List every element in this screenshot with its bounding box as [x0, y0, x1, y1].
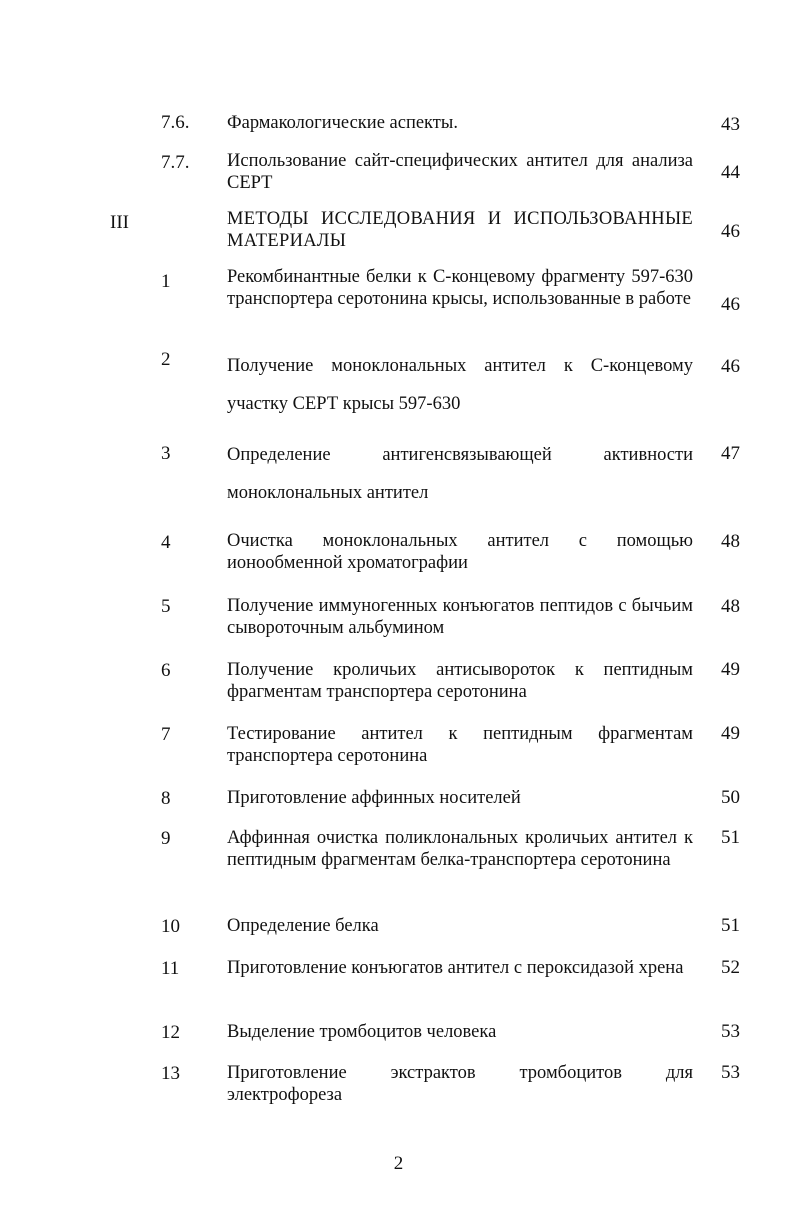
toc-entry-number: 1 — [161, 271, 171, 292]
toc-entry-page: 49 — [721, 723, 740, 744]
toc-entry-title: Получение кроличьих антисывороток к пептидным фрагментам транспортера серотонина — [227, 660, 693, 702]
toc-entry-title: Получение иммуногенных конъюгатов пептидов с бычьим сывороточным альбумином — [227, 596, 693, 638]
toc-entry-title: Использование сайт-специфических антител для анализа СЕРТ — [227, 151, 693, 193]
toc-entry-page: 47 — [721, 443, 740, 464]
toc-entry-number: 8 — [161, 788, 171, 809]
toc-entry-page: 48 — [721, 531, 740, 552]
toc-entry-page: 46 — [721, 356, 740, 377]
toc-entry-title: Очистка моноклональных антител с помощью ионообменной хроматографии — [227, 531, 693, 573]
toc-entry-page: 49 — [721, 659, 740, 680]
toc-entry-title: Определение антигенсвязывающей активности моноклональных антител — [227, 445, 693, 503]
toc-entry-number: 9 — [161, 828, 171, 849]
toc-entry-number: 5 — [161, 596, 171, 617]
toc-entry-number: 12 — [161, 1022, 180, 1043]
toc-entry-number: 7.6. — [161, 112, 190, 133]
toc-entry-number: 10 — [161, 916, 180, 937]
toc-entry-number: 13 — [161, 1063, 180, 1084]
toc-entry-page: 51 — [721, 827, 740, 848]
toc-entry-page: 44 — [721, 162, 740, 183]
toc-entry-title: МЕТОДЫ ИССЛЕДОВАНИЯ И ИСПОЛЬЗОВАННЫЕ МАТЕРИАЛЫ — [227, 209, 693, 251]
toc-entry-title: Аффинная очистка поликлональных кроличьих антител к пептидным фрагментам белка-транспортера серотонина — [227, 828, 693, 870]
toc-entry-number: 11 — [161, 958, 180, 979]
toc-entry-page: 53 — [721, 1021, 740, 1042]
toc-entry-number: 4 — [161, 532, 171, 553]
toc-chapter-number: III — [110, 212, 129, 233]
toc-entry-page: 51 — [721, 915, 740, 936]
toc-entry-page: 53 — [721, 1062, 740, 1083]
toc-entry-title: Получение моноклональных антител к С-концевому участку СЕРТ крысы 597-630 — [227, 356, 693, 414]
toc-entry-number: 7 — [161, 724, 171, 745]
toc-entry-page: 46 — [721, 221, 740, 242]
toc-entry-number: 7.7. — [161, 152, 190, 173]
toc-entry-page: 48 — [721, 596, 740, 617]
toc-entry-page: 50 — [721, 787, 740, 808]
toc-entry-page: 46 — [721, 294, 740, 315]
toc-entry-title: Определение белка — [227, 916, 379, 936]
toc-entry-number: 3 — [161, 443, 171, 464]
toc-entry-page: 52 — [721, 957, 740, 978]
toc-entry-title: Рекомбинантные белки к С-концевому фрагменту 597-630 транспортера серотонина крысы, использованные в работе — [227, 267, 693, 309]
toc-entry-title: Тестирование антител к пептидным фрагментам транспортера серотонина — [227, 724, 693, 766]
toc-entry-number: 6 — [161, 660, 171, 681]
toc-entry-title: Приготовление аффинных носителей — [227, 788, 521, 808]
page-number: 2 — [393, 1153, 404, 1174]
toc-entry-page: 43 — [721, 114, 740, 135]
toc-entry-title: Приготовление экстрактов тромбоцитов для электрофореза — [227, 1063, 693, 1105]
toc-entry-title: Фармакологические аспекты. — [227, 113, 458, 133]
toc-entry-title: Приготовление конъюгатов антител с пероксидазой хрена — [227, 958, 684, 978]
toc-entry-number: 2 — [161, 349, 171, 370]
toc-entry-title: Выделение тромбоцитов человека — [227, 1022, 497, 1042]
